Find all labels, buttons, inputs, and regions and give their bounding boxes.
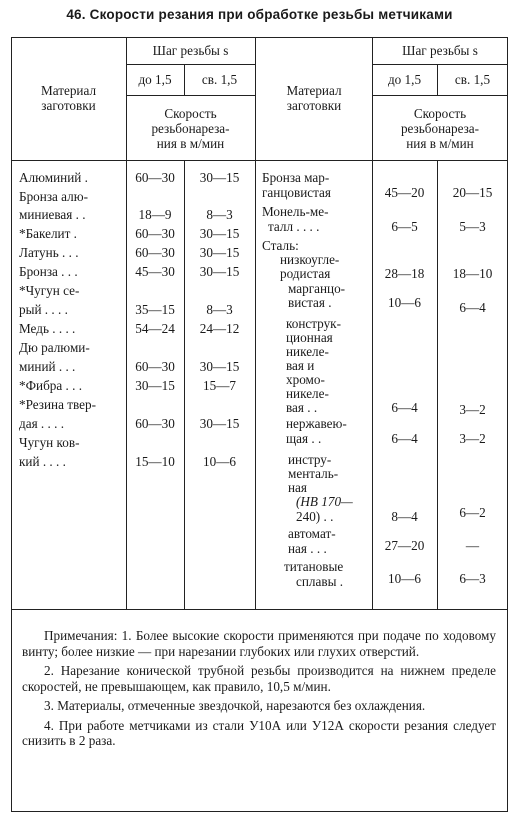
- note-2: 2. Нарезание конической трубной резьбы производится на нижнем пределе скоростей, не превышающем, как правило, 10,5 м/мин.: [22, 663, 496, 694]
- right-material-name-cont: сплавы .: [296, 574, 344, 589]
- right-speed-low: 6—4: [391, 431, 418, 446]
- pitch-high-left: св. 1,5: [201, 72, 238, 87]
- right-material-name-cont: родистая: [280, 266, 331, 281]
- right-material-name: Монель-ме-: [262, 204, 329, 219]
- right-speed-low: 10—6: [388, 571, 421, 586]
- right-material-name: марганцо-: [288, 281, 346, 296]
- right-speed-low: 8—4: [391, 509, 418, 524]
- left-speed-low: 60—30: [135, 245, 175, 260]
- material-header-left-1: Материал: [40, 83, 97, 98]
- right-speed-high: —: [465, 538, 480, 553]
- left-speed-low: 45—30: [135, 264, 175, 279]
- left-material-name: Дю ралюми-: [19, 340, 90, 355]
- pitch-low-right: до 1,5: [387, 72, 422, 87]
- note-3: 3. Материалы, отмеченные звездочкой, нарезаются без охлаждения.: [44, 698, 426, 713]
- speed-header-right-2: резьбонареза-: [400, 121, 480, 136]
- right-speed-high: 6—2: [459, 505, 486, 520]
- left-material-name: Бронза алю-: [19, 189, 88, 204]
- left-speed-low: 18—9: [138, 207, 172, 222]
- right-speed-rule: [372, 95, 508, 96]
- right-material-name-cont: менталь-: [288, 466, 339, 481]
- left-material-name: *Фибра . . .: [19, 378, 83, 393]
- left-speed-low: 15—10: [135, 454, 175, 469]
- right-material-name: низкоугле-: [280, 252, 340, 267]
- left-speed-high: 30—15: [199, 245, 240, 260]
- right-material-name-cont: щая . .: [286, 431, 322, 446]
- speed-header-left-3: ния в м/мин: [156, 136, 225, 151]
- material-header-right-1: Материал: [286, 83, 342, 98]
- right-speed-high: 5—3: [459, 219, 486, 234]
- speed-header-left-1: Скорость: [164, 106, 217, 121]
- left-material-name: Медь . . . .: [19, 321, 76, 336]
- notes-section: [22, 628, 496, 749]
- right-material-name-cont: (НВ 170—: [296, 494, 353, 509]
- left-speed-rule: [126, 95, 255, 96]
- left-speed-high: 8—3: [206, 207, 233, 222]
- left-material-name-cont: дая . . . .: [19, 416, 65, 431]
- right-speed-high: 3—2: [459, 402, 486, 417]
- right-speed-high: 6—3: [459, 571, 486, 586]
- right-speed-high: 20—15: [452, 185, 493, 200]
- note-4: 4. При работе метчиками из стали У10А или У12А скорости резания следует снизить в 2 раза.: [22, 717, 496, 748]
- right-material-name-cont: хромо-: [286, 372, 325, 387]
- notes-top-rule: [11, 609, 508, 610]
- left-speed-high: 30—15: [199, 359, 240, 374]
- right-material-name-cont: 240) . .: [296, 509, 334, 524]
- left-material-name-cont: рый . . . .: [19, 302, 68, 317]
- right-speed-low: 28—18: [384, 266, 425, 281]
- right-speed-low: 10—6: [388, 295, 421, 310]
- left-speed-high: 30—15: [199, 170, 240, 185]
- pitch-low-left: до 1,5: [138, 72, 172, 87]
- left-speed-high: 10—6: [203, 454, 236, 469]
- center-divider: [255, 37, 256, 609]
- header-bottom-rule: [11, 160, 508, 161]
- right-material-name-cont: ганцовистая: [262, 185, 331, 200]
- right-material-name-cont: ная: [288, 480, 307, 495]
- right-speed-low: 6—5: [391, 219, 418, 234]
- left-speed-high: 24—12: [199, 321, 240, 336]
- material-header-right-2: заготовки: [286, 98, 342, 113]
- right-material-name-cont: вистая .: [288, 295, 332, 310]
- left-material-name-cont: кий . . . .: [19, 454, 66, 469]
- left-speed-low: 60—30: [135, 226, 175, 241]
- left-speed-high: 30—15: [199, 226, 240, 241]
- right-material-name-cont: никеле-: [286, 386, 329, 401]
- left-speed-low: 30—15: [135, 378, 175, 393]
- right-material-name-cont: вая . .: [286, 400, 318, 415]
- left-speed-high: 8—3: [206, 302, 233, 317]
- pitch-header-left: Шаг резьбы s: [152, 43, 229, 58]
- right-material-name-cont: никеле-: [286, 344, 329, 359]
- left-speed-low: 60—30: [135, 170, 175, 185]
- right-material-name: конструк-: [286, 316, 341, 331]
- left-material-name: Чугун ков-: [19, 435, 80, 450]
- right-material-name: Сталь:: [262, 238, 299, 253]
- right-pitch-rule: [372, 64, 508, 65]
- speed-header-left-2: резьбонареза-: [151, 121, 230, 136]
- left-pitch-rule: [126, 64, 255, 65]
- left-material-name: Латунь . . .: [19, 245, 79, 260]
- pitch-high-right: св. 1,5: [454, 72, 491, 87]
- left-material-name: *Бакелит .: [19, 226, 77, 241]
- right-speed-high: 18—10: [452, 266, 493, 281]
- right-material-name: инстру-: [288, 452, 332, 467]
- left-speed-low: 54—24: [135, 321, 175, 336]
- left-material-name-cont: миний . . .: [19, 359, 76, 374]
- left-speed-high: 15—7: [203, 378, 236, 393]
- table-title: 46. Скорости резания при обработке резьбы метчиками: [66, 7, 453, 22]
- pitch-header-right: Шаг резьбы s: [402, 43, 478, 58]
- note-1: Примечания: 1. Более высокие скорости применяются при подаче по ходовому винту; более низкие — при нарезании глубоких или глухих отверстий.: [22, 628, 496, 659]
- left-material-name: Алюминий .: [19, 170, 88, 185]
- speed-header-right-1: Скорость: [413, 106, 467, 121]
- left-material-name: *Чугун се-: [19, 283, 80, 298]
- right-material-name-cont: талл . . . .: [268, 219, 320, 234]
- right-material-name: титановые: [284, 559, 344, 574]
- right-speed-low: 6—4: [391, 400, 418, 415]
- right-material-name-cont: ная . . .: [288, 541, 327, 556]
- left-speed-high: 30—15: [199, 264, 240, 279]
- left-speed-low: 60—30: [135, 416, 175, 431]
- left-speed-low: 60—30: [135, 359, 175, 374]
- left-material-name: Бронза . . .: [19, 264, 78, 279]
- right-speed-low: 45—20: [384, 185, 425, 200]
- left-material-name-cont: миниевая . .: [19, 207, 86, 222]
- left-material-name: *Резина твер-: [19, 397, 96, 412]
- left-speed-high: 30—15: [199, 416, 240, 431]
- right-speed-low: 27—20: [384, 538, 425, 553]
- right-material-name-cont: ционная: [286, 330, 333, 345]
- right-material-name-cont: вая и: [286, 358, 315, 373]
- right-material-name: нержавею-: [286, 416, 347, 431]
- right-material-name: автомат-: [288, 526, 336, 541]
- right-speed-high: 3—2: [459, 431, 486, 446]
- right-speed-high: 6—4: [459, 300, 486, 315]
- left-speed-low: 35—15: [135, 302, 175, 317]
- right-material-name: Бронза мар-: [262, 170, 330, 185]
- material-header-left-2: заготовки: [41, 98, 96, 113]
- speed-header-right-3: ния в м/мин: [406, 136, 474, 151]
